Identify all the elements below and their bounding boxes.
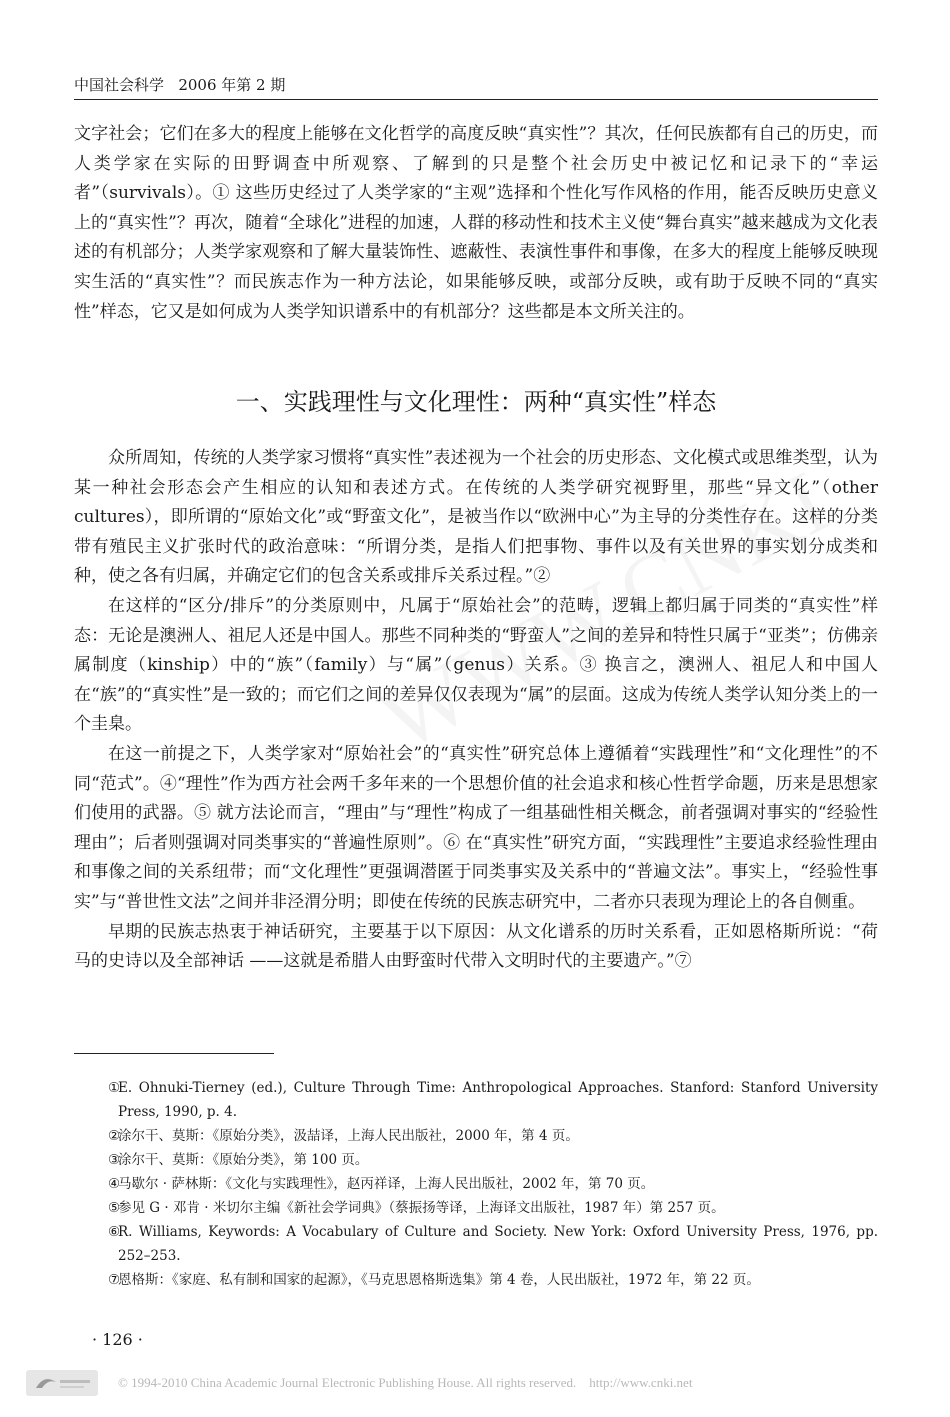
footnote-text: 恩格斯：《家庭、私有制和国家的起源》，《马克思恩格斯选集》第 4 卷，人民出版社，1972 年，第 22 页。 — [118, 1272, 760, 1288]
page-number: · 126 · — [92, 1330, 143, 1349]
paragraph-2: 在这样的“区分/排斥”的分类原则中，凡属于“原始社会”的范畴，逻辑上都归属于同类的“真实性”样态：无论是澳洲人、祖尼人还是中国人。那些不同种类的“野蛮人”之间的差异和特性只属于“亚类”；仿佛亲属制度（kinship）中的“族”（family）与“属”（genus）关系。③ 换言之，澳洲人、祖尼人和中国人在“族”的“真实性”是一致的；而它们之间的差异仅仅表现为“属”的层面。这成为传统人类学认知分类上的一个圭臬。 — [74, 595, 878, 735]
issue-label: 2006 年第 2 期 — [178, 76, 286, 94]
section-title: 一、实践理性与文化理性：两种“真实性”样态 — [235, 388, 717, 416]
footnote-6: ⑥ R. Williams, Keywords: A Vocabulary of Culture and Society. New York: Oxford University Press, 1976, pp. 252–253. — [74, 1220, 878, 1268]
footnote-3: ③ 涂尔干、莫斯：《原始分类》，第 100 页。 — [74, 1148, 878, 1172]
main-body — [74, 444, 878, 977]
footnote-5: ⑤ 参见 G · 邓肯 · 米切尔主编《新社会学词典》（蔡振扬等译，上海译文出版社，1987 年）第 257 页。 — [74, 1196, 878, 1220]
header-rule — [74, 99, 878, 100]
copyright-footer: © 1994-2010 China Academic Journal Electronic Publishing House. All rights reserved. http://www.cnki.net — [118, 1375, 693, 1390]
footnote-text: 参见 G · 邓肯 · 米切尔主编《新社会学词典》（蔡振扬等译，上海译文出版社，1987 年）第 257 页。 — [118, 1200, 725, 1216]
intro-paragraph: 文字社会；它们在多大的程度上能够在文化哲学的高度反映“真实性”？其次，任何民族都有自己的历史，而人类学家在实际的田野调查中所观察、了解到的只是整个社会历史中被记忆和记录下的“幸运者”（survivals）。① 这些历史经过了人类学家的“主观”选择和个性化写作风格的作用，能否反映历史意义上的“真实性”？再次，随着“全球化”进程的加速，人群的移动性和技术主义使“舞台真实”越来越成为文化表述的有机部分；人类学家观察和了解大量装饰性、遮蔽性、表演性事件和事像，在多大的程度上能够反映现实生活的“真实性”？而民族志作为一种方法论，如果能够反映，或部分反映，或有助于反映不同的“真实性”样态，它又是如何成为人类学知识谱系中的有机部分？这些都是本文所关注的。 — [74, 124, 878, 322]
paragraph-3: 在这一前提之下，人类学家对“原始社会”的“真实性”研究总体上遵循着“实践理性”和“文化理性”的不同“范式”。④“理性”作为西方社会两千多年来的一个思想价值的社会追求和核心性哲学命题，历来是思想家们使用的武器。⑤ 就方法论而言，“理由”与“理性”构成了一组基础性相关概念，前者强调对事实的“经验性理由”；后者则强调对同类事实的“普遍性原则”。⑥ 在“真实性”研究方面，“实践理性”主要追求经验性理由和事像之间的关系纽带；而“文化理性”更强调潜匿于同类事实及关系中的“普遍文法”。事实上，“经验性事实”与“普世性文法”之间并非泾渭分明；即使在传统的民族志研究中，二者亦只表现为理论上的各自侧重。 — [74, 743, 878, 912]
footnote-text: 马歇尔 · 萨林斯：《文化与实践理性》，赵丙祥译，上海人民出版社，2002 年，第 70 页。 — [118, 1176, 655, 1192]
paragraph-1: 众所周知，传统的人类学家习惯将“真实性”表述视为一个社会的历史形态、文化模式或思维类型，认为某一种社会形态会产生相应的认知和表述方式。在传统的人类学研究视野里，那些“异文化”（other cultures），即所谓的“原始文化”或“野蛮文化”，是被当作以“欧洲中心”为主导的分类性存在。这样的分类带有殖民主义扩张时代的政治意味：“所谓分类，是指人们把事物、事件以及有关世界的事实划分成类和种，使之各有归属，并确定它们的包含关系或排斥关系过程。”② — [74, 448, 878, 587]
intro-block — [74, 120, 878, 327]
footnote-7: ⑦ 恩格斯：《家庭、私有制和国家的起源》，《马克思恩格斯选集》第 4 卷，人民出版社，1972 年，第 22 页。 — [74, 1268, 878, 1292]
journal-name: 中国社会科学 — [74, 76, 165, 94]
footnotes — [74, 1076, 878, 1292]
paragraph-4: 早期的民族志热衷于神话研究，主要基于以下原因：从文化谱系的历时关系看，正如恩格斯所说：“荷马的史诗以及全部神话 ——这就是希腊人由野蛮时代带入文明时代的主要遗产。”⑦ — [74, 921, 878, 972]
footnote-4: ④ 马歇尔 · 萨林斯：《文化与实践理性》，赵丙祥译，上海人民出版社，2002 年，第 70 页。 — [74, 1172, 878, 1196]
footnote-text: 涂尔干、莫斯：《原始分类》，第 100 页。 — [118, 1152, 369, 1168]
footnote-1: ① E. Ohnuki-Tierney (ed.), Culture Through Time: Anthropological Approaches. Stanford: Stanford University Press, 1990, p. 4. — [74, 1076, 878, 1124]
footnote-text: 涂尔干、莫斯：《原始分类》，汲喆译，上海人民出版社，2000 年，第 4 页。 — [118, 1128, 579, 1144]
cnki-logo-icon — [26, 1370, 98, 1396]
running-header — [74, 74, 878, 96]
footnote-2: ② 涂尔干、莫斯：《原始分类》，汲喆译，上海人民出版社，2000 年，第 4 页。 — [74, 1124, 878, 1148]
footnote-rule — [74, 1053, 274, 1054]
footnote-text: E. Ohnuki-Tierney (ed.), Culture Through Time: Anthropological Approaches. Stanford: Stanford University Press, 1990, p. 4. — [118, 1080, 878, 1120]
footnote-text: R. Williams, Keywords: A Vocabulary of Culture and Society. New York: Oxford University Press, 1976, pp. 252–253. — [118, 1224, 878, 1264]
